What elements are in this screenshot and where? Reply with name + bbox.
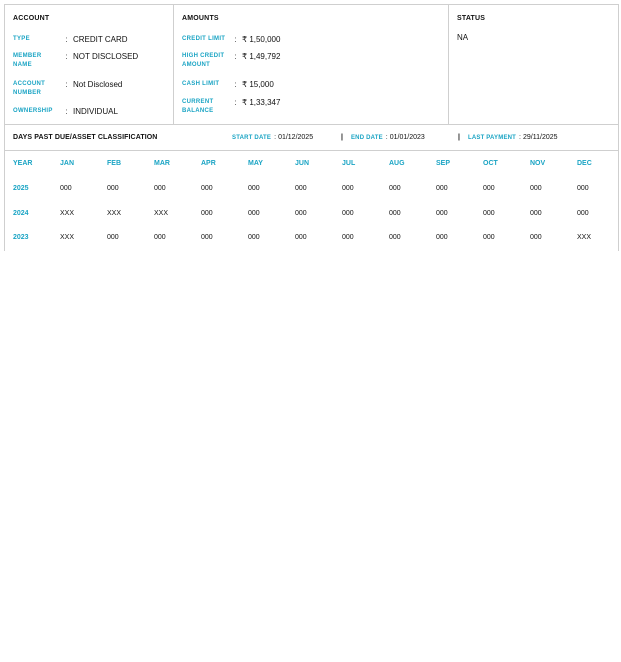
member-name-value: NOT DISCLOSED (73, 52, 139, 61)
ownership-label: OWNERSHIP (13, 108, 53, 114)
dpd-cell: XXX (577, 233, 592, 241)
header-month: DEC (577, 160, 592, 167)
status-section-title: STATUS (457, 15, 486, 22)
dpd-cell: 000 (389, 210, 401, 217)
end-date-value: 01/01/2023 (389, 134, 425, 141)
dpd-last-payment (458, 134, 558, 141)
current-balance-field (182, 98, 440, 116)
field-colon: : (234, 98, 237, 107)
account-number-label: ACCOUNT NUMBER (13, 81, 46, 96)
amounts-column (174, 5, 449, 124)
member-name-field (13, 52, 165, 70)
header-month: JUN (295, 160, 310, 167)
high-credit-amount-value: ₹ 1,49,792 (242, 52, 281, 61)
account-type-value: CREDIT CARD (73, 35, 128, 44)
field-colon: : (65, 80, 68, 89)
dpd-cell: XXX (107, 210, 122, 217)
dpd-cell: 000 (295, 233, 307, 241)
dpd-cell: 000 (436, 185, 448, 192)
dpd-cell: 000 (530, 185, 542, 192)
dpd-cell: 000 (201, 185, 213, 192)
divider-bar: | (341, 134, 343, 141)
credit-limit-label: CREDIT LIMIT (182, 36, 226, 42)
header-month: OCT (483, 160, 498, 167)
dpd-cell: 000 (530, 210, 542, 217)
field-colon: : (234, 35, 237, 44)
last-payment-value: 29/11/2025 (523, 134, 558, 141)
high-credit-amount-label: HIGH CREDIT AMOUNT (182, 53, 225, 68)
dpd-cell: 000 (389, 185, 401, 192)
start-date-label: START DATE (232, 134, 272, 141)
dpd-end-date (341, 134, 425, 141)
header-month: AUG (389, 160, 405, 167)
dpd-cell: 000 (107, 185, 119, 192)
dpd-cell: 000 (154, 233, 166, 241)
ownership-field (13, 107, 165, 116)
dpd-cell: 000 (530, 233, 542, 241)
last-payment-colon: : (519, 134, 521, 141)
account-number-field (13, 80, 165, 98)
ownership-value: INDIVIDUAL (73, 107, 118, 116)
dpd-table (5, 151, 618, 251)
amounts-section-title: AMOUNTS (182, 15, 219, 22)
dpd-cell: 000 (154, 185, 166, 192)
dpd-cell: 000 (342, 210, 354, 217)
start-date-colon: : (274, 134, 277, 141)
table-row (5, 176, 618, 201)
cash-limit-field (182, 80, 440, 89)
header-month: SEP (436, 160, 451, 167)
table-row (5, 201, 618, 226)
dpd-cell: 000 (436, 233, 448, 241)
field-colon: : (65, 52, 68, 61)
dpd-cell: 000 (342, 185, 354, 192)
dpd-cell: 000 (483, 185, 495, 192)
cash-limit-label: CASH LIMIT (182, 81, 220, 87)
status-value: NA (457, 33, 469, 42)
account-number-value: Not Disclosed (73, 80, 123, 89)
year-cell: 2023 (13, 233, 29, 241)
header-month: JUL (342, 160, 356, 167)
field-colon: : (65, 107, 68, 116)
high-credit-amount-field (182, 52, 440, 70)
year-cell: 2025 (13, 185, 29, 192)
field-colon: : (234, 52, 237, 61)
dpd-cell: XXX (60, 210, 75, 217)
dpd-cell: 000 (342, 233, 354, 241)
cash-limit-value: ₹ 15,000 (242, 80, 274, 89)
end-date-label: END DATE (350, 134, 383, 141)
header-month: NOV (530, 160, 546, 167)
dpd-cell: 000 (483, 233, 495, 241)
dpd-cell: 000 (483, 210, 495, 217)
account-type-label: TYPE (13, 36, 30, 42)
account-type-field (13, 35, 165, 44)
account-section-title: ACCOUNT (13, 15, 50, 22)
account-summary-section (5, 5, 618, 125)
dpd-cell: 000 (201, 210, 213, 217)
status-column (449, 5, 618, 124)
dpd-cell: 000 (577, 210, 589, 217)
dpd-cell: 000 (201, 233, 213, 241)
header-month: FEB (107, 160, 121, 167)
end-date-colon: : (385, 134, 388, 141)
credit-report-account-card (4, 4, 619, 251)
credit-limit-field (182, 35, 440, 44)
dpd-cell: 000 (248, 185, 260, 192)
header-month: JAN (60, 160, 75, 167)
current-balance-label: CURRENT BALANCE (182, 99, 214, 114)
current-balance-value: ₹ 1,33,347 (242, 98, 281, 107)
header-month: MAY (248, 160, 263, 167)
header-month: APR (201, 160, 216, 167)
last-payment-label: LAST PAYMENT (467, 134, 517, 141)
header-year: YEAR (13, 160, 33, 167)
dpd-start-date (232, 134, 313, 141)
dpd-cell: 000 (107, 233, 119, 241)
start-date-value: 01/12/2025 (278, 134, 314, 141)
dpd-cell: 000 (248, 210, 260, 217)
dpd-header-row (5, 151, 618, 176)
dpd-cell: 000 (295, 210, 307, 217)
account-column (5, 5, 174, 124)
dpd-cell: 000 (389, 233, 401, 241)
header-month: MAR (154, 160, 170, 167)
year-cell: 2024 (13, 210, 29, 217)
member-name-label: MEMBER NAME (13, 53, 42, 68)
dpd-cell: 000 (295, 185, 307, 192)
dpd-header-bar (5, 125, 618, 151)
credit-limit-value: ₹ 1,50,000 (242, 35, 281, 44)
dpd-cell: XXX (60, 233, 75, 241)
field-colon: : (234, 80, 237, 89)
dpd-cell: 000 (436, 210, 448, 217)
divider-bar: | (458, 134, 460, 141)
dpd-cell: XXX (154, 210, 169, 217)
field-colon: : (65, 35, 68, 44)
dpd-cell: 000 (577, 185, 589, 192)
table-row (5, 226, 618, 251)
dpd-cell: 000 (248, 233, 260, 241)
dpd-title: DAYS PAST DUE/ASSET CLASSIFICATION (13, 134, 158, 141)
dpd-cell: 000 (60, 185, 72, 192)
